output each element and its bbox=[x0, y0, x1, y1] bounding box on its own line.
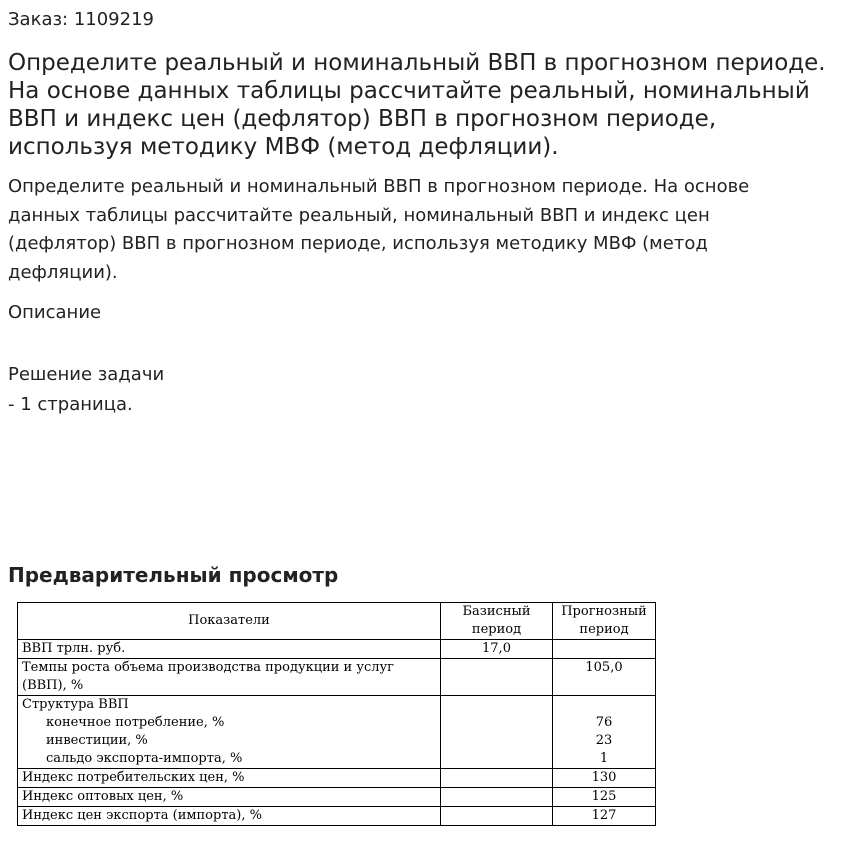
sub-row-value: 1 bbox=[599, 751, 609, 766]
row-label: Темпы роста объема производства продукции и услуг (ВВП), % bbox=[18, 659, 441, 696]
table-row bbox=[18, 769, 656, 788]
table-row bbox=[18, 807, 656, 826]
row-base-value bbox=[441, 659, 553, 696]
solution-label: Решение задачи bbox=[8, 364, 165, 385]
row-forecast-value: 127 bbox=[553, 807, 656, 826]
row-label: Индекс оптовых цен, % bbox=[18, 788, 441, 807]
row-label-group bbox=[18, 696, 441, 769]
table-row bbox=[18, 696, 656, 769]
row-label: Индекс цен экспорта (импорта), % bbox=[18, 807, 441, 826]
sub-row-label: инвестиции, % bbox=[46, 733, 148, 748]
task-description: Определите реальный и номинальный ВВП в прогнозном периоде. На основе данных таблицы рассчитайте реальный, номинальный ВВП и индекс цен (дефлятор) ВВП в прогнозном периоде, используя методику МВФ (метод дефляции). bbox=[8, 176, 750, 283]
row-base-value bbox=[441, 696, 553, 769]
row-forecast-value: 105,0 bbox=[553, 659, 656, 696]
table-row bbox=[18, 640, 656, 659]
row-base-value bbox=[441, 769, 553, 788]
row-label: Индекс потребительских цен, % bbox=[18, 769, 441, 788]
header-base-period: Базисный период bbox=[441, 603, 553, 640]
sub-row-label: сальдо экспорта-импорта, % bbox=[46, 751, 243, 766]
table-header-row bbox=[18, 603, 656, 640]
sub-row-value: 23 bbox=[595, 733, 613, 748]
order-number: Заказ: 1109219 bbox=[8, 9, 154, 30]
row-forecast-values bbox=[553, 696, 656, 769]
row-base-value bbox=[441, 807, 553, 826]
row-forecast-value: 130 bbox=[553, 769, 656, 788]
row-label: ВВП трлн. руб. bbox=[18, 640, 441, 659]
page-title: Определите реальный и номинальный ВВП в прогнозном периоде. На основе данных таблицы рассчитайте реальный, номинальный ВВП и индекс цен (дефлятор) ВВП в прогнозном периоде, используя методику МВФ (метод дефляции). bbox=[8, 50, 826, 160]
description-label: Описание bbox=[8, 302, 102, 323]
header-indicators: Показатели bbox=[18, 603, 441, 640]
pages-count: - 1 страница. bbox=[8, 394, 133, 415]
row-base-value bbox=[441, 788, 553, 807]
row-base-value: 17,0 bbox=[441, 640, 553, 659]
row-forecast-value: 125 bbox=[553, 788, 656, 807]
table-row bbox=[18, 788, 656, 807]
sub-row-value: 76 bbox=[595, 715, 613, 730]
group-title: Структура ВВП bbox=[22, 697, 129, 712]
sub-row-label: конечное потребление, % bbox=[46, 715, 225, 730]
header-forecast-period: Прогнозный период bbox=[553, 603, 656, 640]
row-forecast-value bbox=[553, 640, 656, 659]
table-row bbox=[18, 659, 656, 696]
preview-title: Предварительный просмотр bbox=[8, 563, 339, 587]
preview-table bbox=[17, 602, 656, 826]
